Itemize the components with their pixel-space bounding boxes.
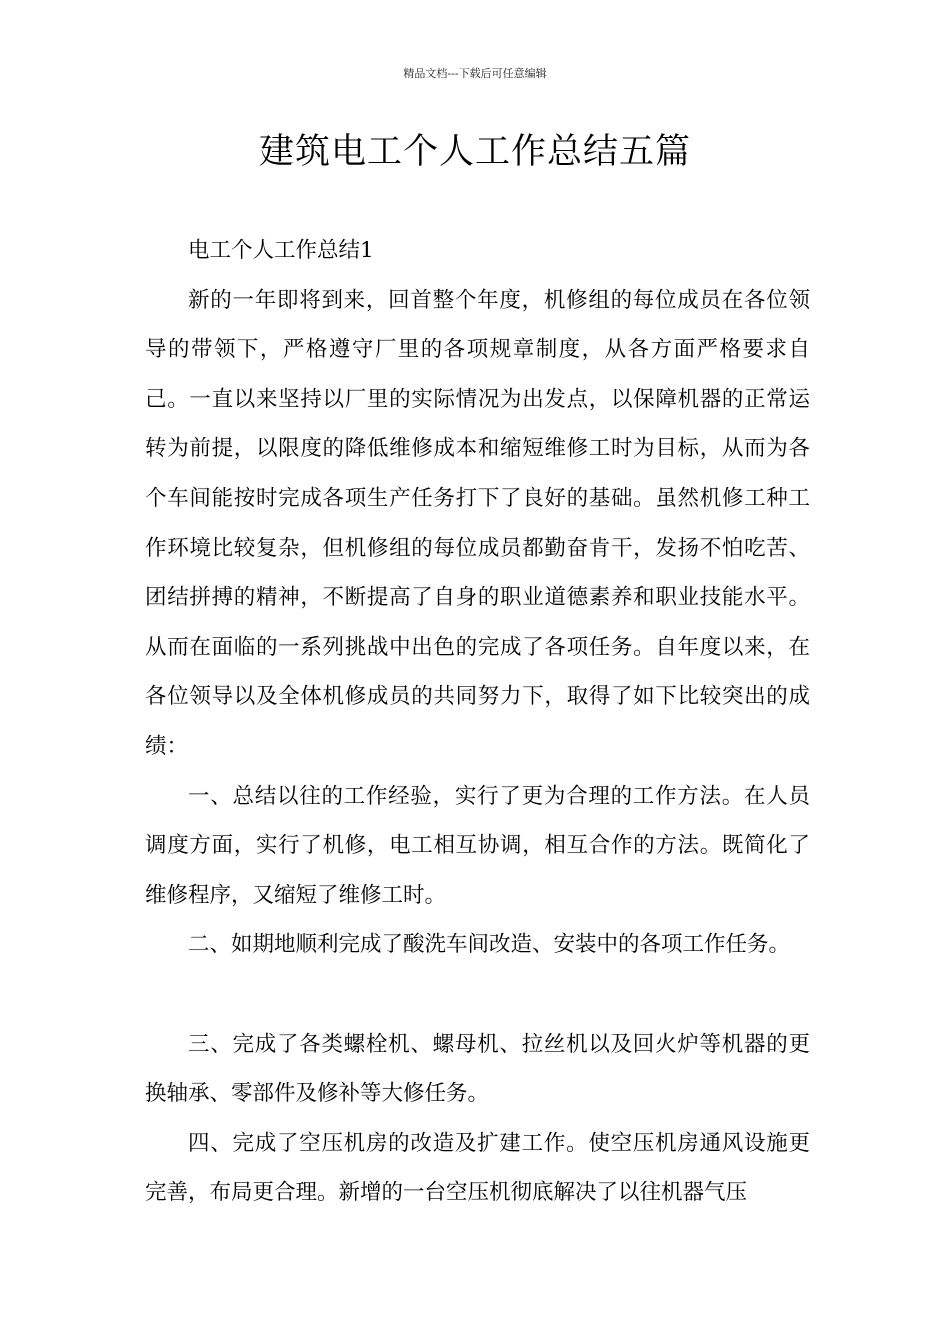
document-body [145,226,810,1218]
paragraph-spacer [145,970,810,1020]
body-paragraph: 四、完成了空压机房的改造及扩建工作。使空压机房通风设施更完善，布局更合理。新增的一台空压机彻底解决了以往机器气压 [145,1130,810,1206]
section-heading: 电工个人工作总结1 [188,238,374,263]
body-paragraph: 三、完成了各类螺栓机、螺母机、拉丝机以及回火炉等机器的更换轴承、零部件及修补等大修任务。 [145,1031,810,1107]
body-paragraph: 一、总结以往的工作经验，实行了更为合理的工作方法。在人员调度方面，实行了机修，电工相互协调，相互合作的方法。既简化了维修程序，又缩短了维修工时。 [145,783,810,908]
body-paragraph: 二、如期地顺利完成了酸洗车间改造、安装中的各项工作任务。 [188,932,791,958]
body-paragraph: 新的一年即将到来，回首整个年度，机修组的每位成员在各位领导的带领下，严格遵守厂里的各项规章制度，从各方面严格要求自己。一直以来坚持以厂里的实际情况为出发点，以保障机器的正常运转为前提，以限度的降低维修成本和缩短维修工时为目标，从而为各个车间能按时完成各项生产任务打下了良好的基础。虽然机修工种工作环境比较复杂，但机修组的每位成员都勤奋肯干，发扬不怕吃苦、团结拼搏的精神，不断提高了自身的职业道德素养和职业技能水平。从而在面临的一系列挑战中出色的完成了各项任务。自年度以来，在各位领导以及全体机修成员的共同努力下，取得了如下比较突出的成绩： [145,287,810,759]
page-header-note: 精品文档---下载后可任意编辑 [403,67,547,80]
document-title: 建筑电工个人工作总结五篇 [258,132,691,172]
